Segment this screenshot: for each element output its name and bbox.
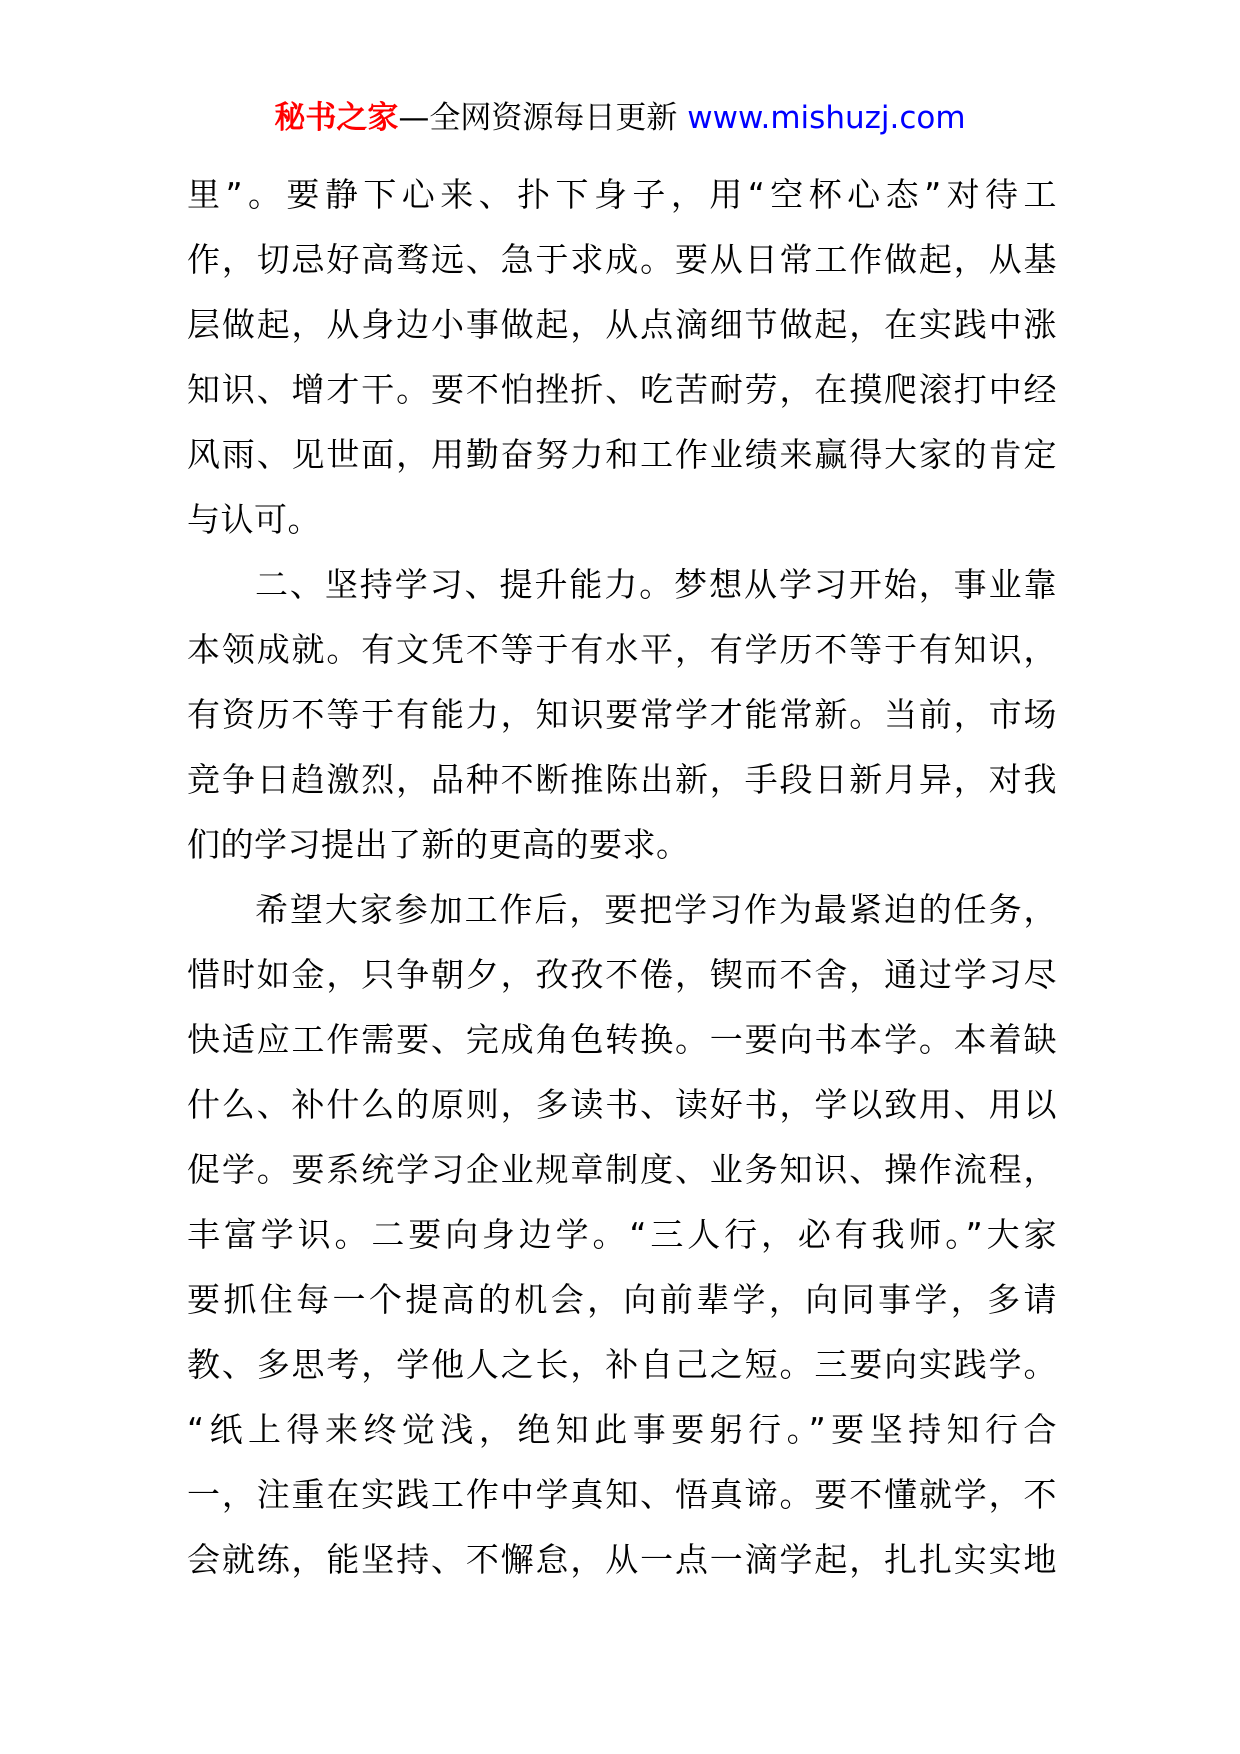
text-line: 作，切忌好高骛远、急于求成。要从日常工作做起，从基 bbox=[187, 240, 1057, 279]
text-line: 风雨、见世面，用勤奋努力和工作业绩来赢得大家的肯定 bbox=[187, 435, 1057, 474]
header-brand: 秘书之家 bbox=[274, 100, 399, 136]
text-line: 教、多思考，学他人之长，补自己之短。三要向实践学。 bbox=[187, 1345, 1057, 1384]
page-header bbox=[0, 96, 1240, 140]
section-heading-line: 二、坚持学习、提升能力。梦想从学习开始，事业靠 bbox=[255, 565, 1057, 604]
document-body bbox=[187, 162, 1057, 1592]
text-line: 与认可。 bbox=[187, 500, 321, 539]
text-line: 会就练，能坚持、不懈怠，从一点一滴学起，扎扎实实地 bbox=[187, 1540, 1057, 1579]
text-line: 知识、增才干。要不怕挫折、吃苦耐劳，在摸爬滚打中经 bbox=[187, 370, 1057, 409]
text-line: 一，注重在实践工作中学真知、悟真谛。要不懂就学，不 bbox=[187, 1475, 1057, 1514]
text-line: 丰富学识。二要向身边学。“三人行，必有我师。”大家 bbox=[187, 1215, 1057, 1254]
text-line: 们的学习提出了新的更高的要求。 bbox=[187, 825, 690, 864]
paragraph-start-line: 希望大家参加工作后，要把学习作为最紧迫的任务， bbox=[255, 890, 1057, 929]
text-line: 惜时如金，只争朝夕，孜孜不倦，锲而不舍，通过学习尽 bbox=[187, 955, 1057, 994]
text-line: 里”。要静下心来、扑下身子，用“空杯心态”对待工 bbox=[187, 175, 1057, 214]
text-line: 促学。要系统学习企业规章制度、业务知识、操作流程， bbox=[187, 1150, 1057, 1189]
text-line: 什么、补什么的原则，多读书、读好书，学以致用、用以 bbox=[187, 1085, 1057, 1124]
text-line: 本领成就。有文凭不等于有水平，有学历不等于有知识， bbox=[187, 630, 1057, 669]
header-site-link[interactable]: www.mishuzj.com bbox=[687, 100, 966, 136]
text-line: 快适应工作需要、完成角色转换。一要向书本学。本着缺 bbox=[187, 1020, 1057, 1059]
text-line: “纸上得来终觉浅，绝知此事要躬行。”要坚持知行合 bbox=[187, 1410, 1057, 1449]
header-tagline: —全网资源每日更新 bbox=[398, 100, 678, 136]
text-line: 有资历不等于有能力，知识要常学才能常新。当前，市场 bbox=[187, 695, 1057, 734]
text-line: 竞争日趋激烈，品种不断推陈出新，手段日新月异，对我 bbox=[187, 760, 1057, 799]
text-line: 层做起，从身边小事做起，从点滴细节做起，在实践中涨 bbox=[187, 305, 1057, 344]
text-line: 要抓住每一个提高的机会，向前辈学，向同事学，多请 bbox=[187, 1280, 1057, 1319]
